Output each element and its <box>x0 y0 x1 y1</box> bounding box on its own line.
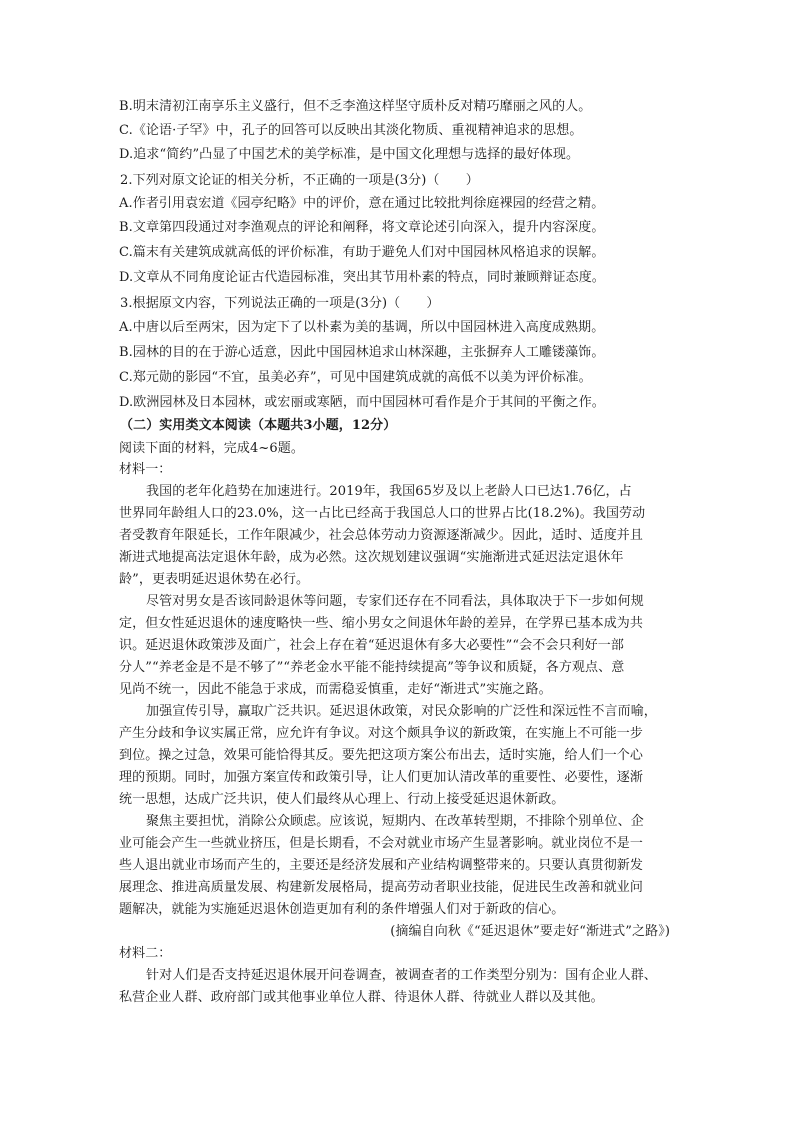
q1-option-d: D.追求“简约”凸显了中国艺术的美学标准，是中国文化理想与选择的最好体现。 <box>119 147 580 162</box>
material1-line: 见尚不统一，因此不能急于求成，而需稳妥慎重，走好“渐进式”实施之路。 <box>119 682 552 697</box>
material1-line: 我国的老年化趋势在加速进行。2019年，我国65岁及以上老龄人口已达1.76亿，占 <box>146 484 632 499</box>
material1-line: 聚焦主要担忧，消除公众顾虑。应该说，短期内、在改革转型期，不排除个别单位、企 <box>146 814 644 829</box>
q2-option-b: B.文章第四段通过对李渔观点的评论和阐释，将文章论述引向深入，提升内容深度。 <box>119 220 605 235</box>
material1-line: 加强宣传引导，赢取广泛共识。延迟退休政策，对民众影响的广泛性和深远性不言而喻， <box>146 704 657 719</box>
material1-source: (摘编自向秋《“延迟退休”要走好“渐进式”之路》) <box>390 924 670 939</box>
material1-line: 识。延迟退休政策涉及面广，社会上存在着“延迟退休有多大必要性”“会不会只利好一部 <box>119 638 624 653</box>
material1-line: 统一思想，达成广泛共识，使人们最终从心理上、行动上接受延迟退休新政。 <box>119 792 565 807</box>
material1-line: 产生分歧和争议实属正常，应允许有争议。对这个颇具争议的新政策，在实施上不可能一步 <box>119 726 644 741</box>
section-instruction: 阅读下面的材料，完成4~6题。 <box>119 441 304 456</box>
material1-line: 世界同年龄组人口的23.0%，这一占比已经高于我国总人口的世界占比(18.2%)。我国劳动 <box>119 506 646 521</box>
q3-stem: 3.根据原文内容，下列说法正确的一项是(3分)（ ） <box>120 296 440 311</box>
q1-option-b: B.明末清初江南享乐主义盛行，但不乏李渔这样坚守质朴反对精巧靡丽之风的人。 <box>119 99 592 114</box>
q3-option-a: A.中唐以后至两宋，因为定下了以朴素为美的基调，所以中国园林进入高度成熟期。 <box>119 320 605 335</box>
material1-line: 题解决，就能为实施延迟退休创造更加有利的条件增强人们对于新政的信心。 <box>119 902 565 917</box>
q2-option-d: D.文章从不同角度论证古代造园标准，突出其节用朴素的特点，同时兼顾辩证态度。 <box>119 270 605 285</box>
q2-option-c: C.篇末有关建筑成就高低的评价标准，有助于避免人们对中国园林风格追求的误解。 <box>119 245 605 260</box>
material1-line: 者受教育年限延长，工作年限减少，社会总体劳动力资源逐渐减少。因此，适时、适度并且 <box>119 528 644 543</box>
section-heading: （二）实用类文本阅读（本题共3小题，12分） <box>120 418 397 433</box>
q3-option-d: D.欧洲园林及日本园林，或宏丽或寒陋，而中国园林可看作是介于其间的平衡之作。 <box>119 395 605 410</box>
material1-line: 展理念、推进高质量发展、构建新发展格局，提高劳动者职业技能，促进民生改善和就业问 <box>119 880 644 895</box>
material1-line: 龄”，更表明延迟退休势在必行。 <box>119 572 310 587</box>
material1-line: 到位。操之过急，效果可能恰得其反。要先把这项方案公布出去，适时实施，给人们一个心 <box>119 748 644 763</box>
material1-line: 分人”“养老金是不是不够了”“养老金水平能不能持续提高”等争议和质疑，各方观点、意 <box>119 660 625 675</box>
material2-line: 私营企业人群、政府部门或其他事业单位人群、待退休人群、待就业人群以及其他。 <box>119 990 604 1005</box>
q3-option-c: C.郑元勋的影园“不宜，虽美必弃”，可见中国建筑成就的高低不以美为评价标准。 <box>119 370 592 385</box>
material1-line: 定，但女性延迟退休的速度略快一些、缩小男女之间退休年龄的差异，在学界已基本成为共 <box>119 616 644 631</box>
material1-line: 理的预期。同时，加强方案宣传和政策引导，让人们更加认清改革的重要性、必要性，逐渐 <box>119 770 644 785</box>
material1-label: 材料一： <box>119 462 172 477</box>
q2-option-a: A.作者引用袁宏道《园亭纪略》中的评价，意在通过比较批判徐庭裸园的经营之精。 <box>119 196 605 211</box>
q2-stem: 2.下列对原文论证的相关分析，不正确的一项是(3分)（ ） <box>120 173 479 188</box>
material1-line: 渐进式地提高法定退休年龄，成为必然。这次规划建议强调“实施渐进式延迟法定退休年 <box>119 550 624 565</box>
material2-line: 针对人们是否支持延迟退休展开问卷调查，被调查者的工作类型分别为：国有企业人群、 <box>146 968 657 983</box>
material2-label: 材料二： <box>119 946 172 961</box>
material1-line: 尽管对男女是否该同龄退休等问题，专家们还存在不同看法，具体取决于下一步如何规 <box>146 594 644 609</box>
q3-option-b: B.园林的目的在于游心适意，因此中国园林追求山林深趣，主张摒弃人工雕镂藻饰。 <box>119 345 605 360</box>
q1-option-c: C.《论语·子罕》中，孔子的回答可以反映出其淡化物质、重视精神追求的思想。 <box>119 123 583 138</box>
material1-line: 些人退出就业市场而产生的，主要还是经济发展和产业结构调整带来的。只要认真贯彻新发 <box>119 858 644 873</box>
material1-line: 业可能会产生一些就业挤压，但是长期看，不会对就业市场产生显著影响。就业岗位不是一 <box>119 836 644 851</box>
